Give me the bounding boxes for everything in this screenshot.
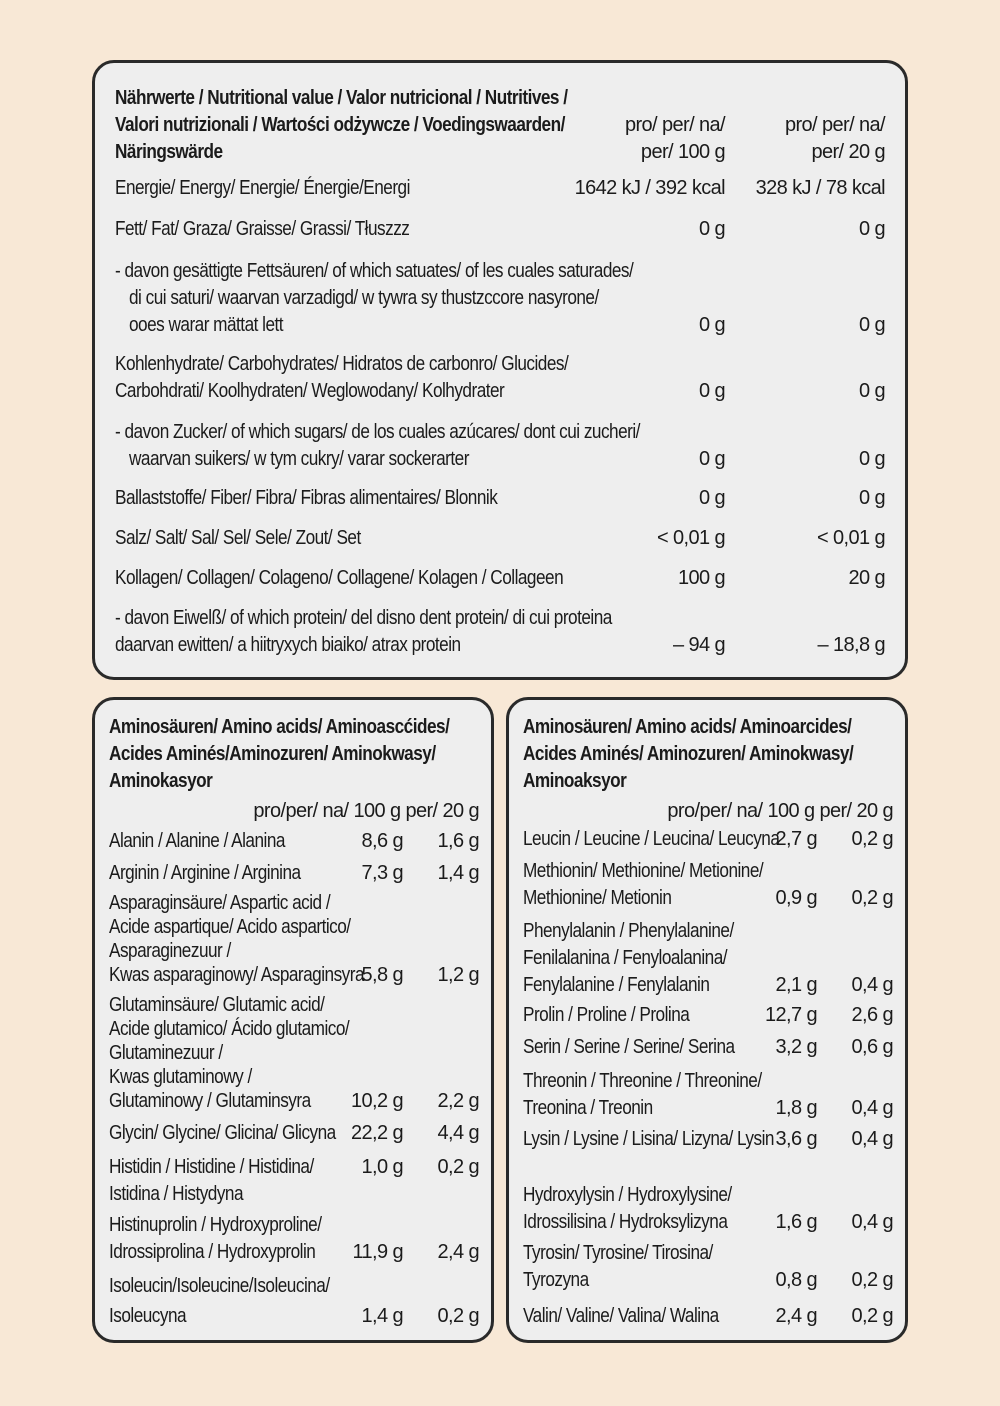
value-per-100g: 3,6 g xyxy=(775,1128,817,1150)
value-per-20g: 1,6 g xyxy=(437,830,479,852)
value-per-100g: 2,4 g xyxy=(775,1305,817,1327)
amino-label: Histinuprolin / Hydroxyproline/ xyxy=(109,1214,322,1236)
amino-label: Idrossiprolina / Hydroxyprolin xyxy=(109,1241,316,1263)
value-per-100g: 0,9 g xyxy=(775,887,817,909)
value-per-100g: 12,7 g xyxy=(764,1004,817,1026)
amino-label: Tyrosin/ Tyrosine/ Tirosina/ xyxy=(523,1242,713,1264)
value-per-100g: 0 g xyxy=(698,314,725,336)
value-per-100g: 0 g xyxy=(698,380,725,402)
value-per-20g: 1,2 g xyxy=(437,964,479,986)
value-per-100g: 2,1 g xyxy=(775,974,817,996)
value-per-20g: 0 g xyxy=(858,487,885,509)
value-per-20g: – 18,8 g xyxy=(817,634,885,656)
amino-header-line: Aminosäuren/ Amino acids/ Aminoascćides/ xyxy=(109,716,450,738)
value-per-20g: 4,4 g xyxy=(437,1122,479,1144)
amino-label: Fenylalanine / Fenylalanin xyxy=(523,974,710,996)
value-per-100g: – 94 g xyxy=(672,634,725,656)
amino-label: Methionine/ Metionin xyxy=(523,887,672,909)
value-per-20g: 2,4 g xyxy=(437,1241,479,1263)
value-per-100g: 0,8 g xyxy=(775,1269,817,1291)
value-per-20g: 0,2 g xyxy=(851,887,893,909)
amino-label: Lysin / Lysine / Lisina/ Lizyna/ Lysin xyxy=(523,1128,774,1150)
value-per-20g: 0,4 g xyxy=(851,1128,893,1150)
amino-label: Tyrozyna xyxy=(523,1269,589,1291)
amino-label: Glycin/ Glycine/ Glicina/ Glicyna xyxy=(109,1122,336,1144)
row-label: - davon Eiwelß/ of which protein/ del disno dent protein/ di cui proteina xyxy=(115,607,612,629)
amino-unit-header: pro/per/ na/ 100 g per/ 20 g xyxy=(253,800,479,822)
value-per-20g: 0 g xyxy=(858,380,885,402)
col-20-header-line: pro/ per/ na/ xyxy=(784,114,885,136)
value-per-20g: 0,2 g xyxy=(437,1305,479,1327)
value-per-100g: 5,8 g xyxy=(361,964,403,986)
value-per-20g: 0,2 g xyxy=(437,1156,479,1178)
amino-label: Alanin / Alanine / Alanina xyxy=(109,830,285,852)
value-per-100g: 0 g xyxy=(698,487,725,509)
value-per-20g: 0,4 g xyxy=(851,1097,893,1119)
value-per-100g: 22,2 g xyxy=(350,1122,403,1144)
amino-label: Histidin / Histidine / Histidina/ xyxy=(109,1156,314,1178)
amino-label: Isoleucin/Isoleucine/Isoleucina/ xyxy=(109,1275,330,1297)
amino-label: Istidina / Histydyna xyxy=(109,1183,244,1205)
col-100-header-line: per/ 100 g xyxy=(640,141,725,163)
value-per-100g: 1,0 g xyxy=(361,1156,403,1178)
amino-header-line: Acides Aminés/ Aminozuren/ Aminokwasy/ xyxy=(523,743,854,765)
value-per-100g: 1,4 g xyxy=(361,1305,403,1327)
value-per-20g: 0,4 g xyxy=(851,1211,893,1233)
amino-label: Valin/ Valine/ Valina/ Walina xyxy=(523,1305,719,1327)
amino-label: Threonin / Threonine / Threonine/ xyxy=(523,1070,762,1092)
value-per-20g: 0,4 g xyxy=(851,974,893,996)
amino-label: Hydroxylysin / Hydroxylysine/ xyxy=(523,1184,732,1206)
amino-label: Phenylalanin / Phenylalanine/ xyxy=(523,920,734,942)
value-per-20g: 0,2 g xyxy=(851,1269,893,1291)
row-label: ooes warar mättat lett xyxy=(129,314,284,336)
value-per-20g: 20 g xyxy=(848,567,885,589)
value-per-20g: 0,2 g xyxy=(851,828,893,850)
amino-label: Methionin/ Methionine/ Metionine/ xyxy=(523,860,764,882)
value-per-20g: 0 g xyxy=(858,314,885,336)
amino-label: Asparaginezuur / xyxy=(109,940,231,962)
row-label: waarvan suikers/ w tym cukry/ varar sockerarter xyxy=(129,448,469,470)
amino-label: Idrossilisina / Hydroksylizyna xyxy=(523,1211,728,1233)
value-per-20g: 0 g xyxy=(858,448,885,470)
amino-label: Prolin / Proline / Prolina xyxy=(523,1004,690,1026)
amino-label: Acide glutamico/ Ácido glutamico/ xyxy=(109,1018,350,1040)
amino-header-line: Aminokasyor xyxy=(109,770,213,792)
amino-label: Glutaminezuur / xyxy=(109,1042,223,1064)
value-per-100g: 0 g xyxy=(698,448,725,470)
amino-header-line: Aminoaksyor xyxy=(523,770,627,792)
value-per-20g: 0,2 g xyxy=(851,1305,893,1327)
amino-label: Kwas asparaginowy/ Asparaginsyra xyxy=(109,964,365,986)
amino-acids-panel-right xyxy=(506,697,908,1343)
amino-label: Treonina / Treonin xyxy=(523,1097,653,1119)
row-label: Kollagen/ Collagen/ Colageno/ Collagene/ Kolagen / Collageen xyxy=(115,567,564,589)
nutrition-table-panel xyxy=(92,60,908,680)
row-label: Fett/ Fat/ Graza/ Graisse/ Grassi/ Tłuszzz xyxy=(115,218,410,240)
nutrition-header-line: Nährwerte / Nutritional value / Valor nutricional / Nutritives / xyxy=(115,87,568,109)
amino-header-line: Aminosäuren/ Amino acids/ Aminoarcides/ xyxy=(523,716,852,738)
row-label: Ballaststoffe/ Fiber/ Fibra/ Fibras alimentaires/ Blonnik xyxy=(115,487,498,509)
value-per-20g: 2,6 g xyxy=(851,1004,893,1026)
amino-label: Glutaminsäure/ Glutamic acid/ xyxy=(109,994,325,1016)
value-per-100g: 10,2 g xyxy=(350,1090,403,1112)
value-per-100g: 2,7 g xyxy=(775,828,817,850)
amino-label: Acide aspartique/ Acido aspartico/ xyxy=(109,916,351,938)
amino-label: Asparaginsäure/ Aspartic acid / xyxy=(109,892,331,914)
value-per-100g: 1,8 g xyxy=(775,1097,817,1119)
row-label: Salz/ Salt/ Sal/ Sel/ Sele/ Zout/ Set xyxy=(115,527,361,549)
value-per-100g: 1,6 g xyxy=(775,1211,817,1233)
value-per-20g: 1,4 g xyxy=(437,862,479,884)
value-per-20g: 2,2 g xyxy=(437,1090,479,1112)
row-label: - davon Zucker/ of which sugars/ de los cuales azúcares/ dont cui zucheri/ xyxy=(115,421,640,443)
row-label: daarvan ewitten/ a hiitryxych biaiko/ atrax protein xyxy=(115,634,461,656)
amino-label: Isoleucyna xyxy=(109,1305,187,1327)
value-per-100g: 3,2 g xyxy=(775,1036,817,1058)
row-label: Energie/ Energy/ Energie/ Énergie/Energi xyxy=(115,177,410,199)
amino-label: Kwas glutaminowy / xyxy=(109,1066,252,1088)
row-label: Kohlenhydrate/ Carbohydrates/ Hidratos de carbonro/ Glucides/ xyxy=(115,353,569,375)
value-per-100g: 8,6 g xyxy=(361,830,403,852)
row-label: Carbohdrati/ Koolhydraten/ Weglowodany/ Kolhydrater xyxy=(115,380,505,402)
amino-label: Serin / Serine / Serine/ Serina xyxy=(523,1036,735,1058)
amino-unit-header: pro/per/ na/ 100 g per/ 20 g xyxy=(667,800,893,822)
row-label: - davon gesättigte Fettsäuren/ of which satuates/ of les cuales saturades/ xyxy=(115,260,634,282)
col-100-header-line: pro/ per/ na/ xyxy=(624,114,725,136)
value-per-100g: 100 g xyxy=(677,567,725,589)
amino-label: Glutaminowy / Glutaminsyra xyxy=(109,1090,311,1112)
value-per-20g: 0,6 g xyxy=(851,1036,893,1058)
amino-label: Leucin / Leucine / Leucina/ Leucyna xyxy=(523,828,780,850)
value-per-100g: 7,3 g xyxy=(361,862,403,884)
value-per-100g: 0 g xyxy=(698,218,725,240)
amino-label: Fenilalanina / Fenyloalanina/ xyxy=(523,947,728,969)
value-per-20g: < 0,01 g xyxy=(816,527,885,549)
value-per-20g: 0 g xyxy=(858,218,885,240)
amino-label: Arginin / Arginine / Arginina xyxy=(109,862,301,884)
value-per-100g: 1642 kJ / 392 kcal xyxy=(574,177,725,199)
amino-acids-panel-left xyxy=(92,697,494,1343)
value-per-20g: 328 kJ / 78 kcal xyxy=(755,177,885,199)
nutrition-header-line: Valori nutrizionali / Wartości odżywcze / Voedingswaarden/ xyxy=(115,114,565,136)
nutrition-header-line: Näringswärde xyxy=(115,141,223,163)
col-20-header-line: per/ 20 g xyxy=(811,141,885,163)
amino-header-line: Acides Aminés/Aminozuren/ Aminokwasy/ xyxy=(109,743,436,765)
value-per-100g: 11,9 g xyxy=(352,1241,403,1263)
value-per-100g: < 0,01 g xyxy=(656,527,725,549)
row-label: di cui saturi/ waarvan varzadigd/ w tywra sy thustzccore nasyrone/ xyxy=(129,287,599,309)
